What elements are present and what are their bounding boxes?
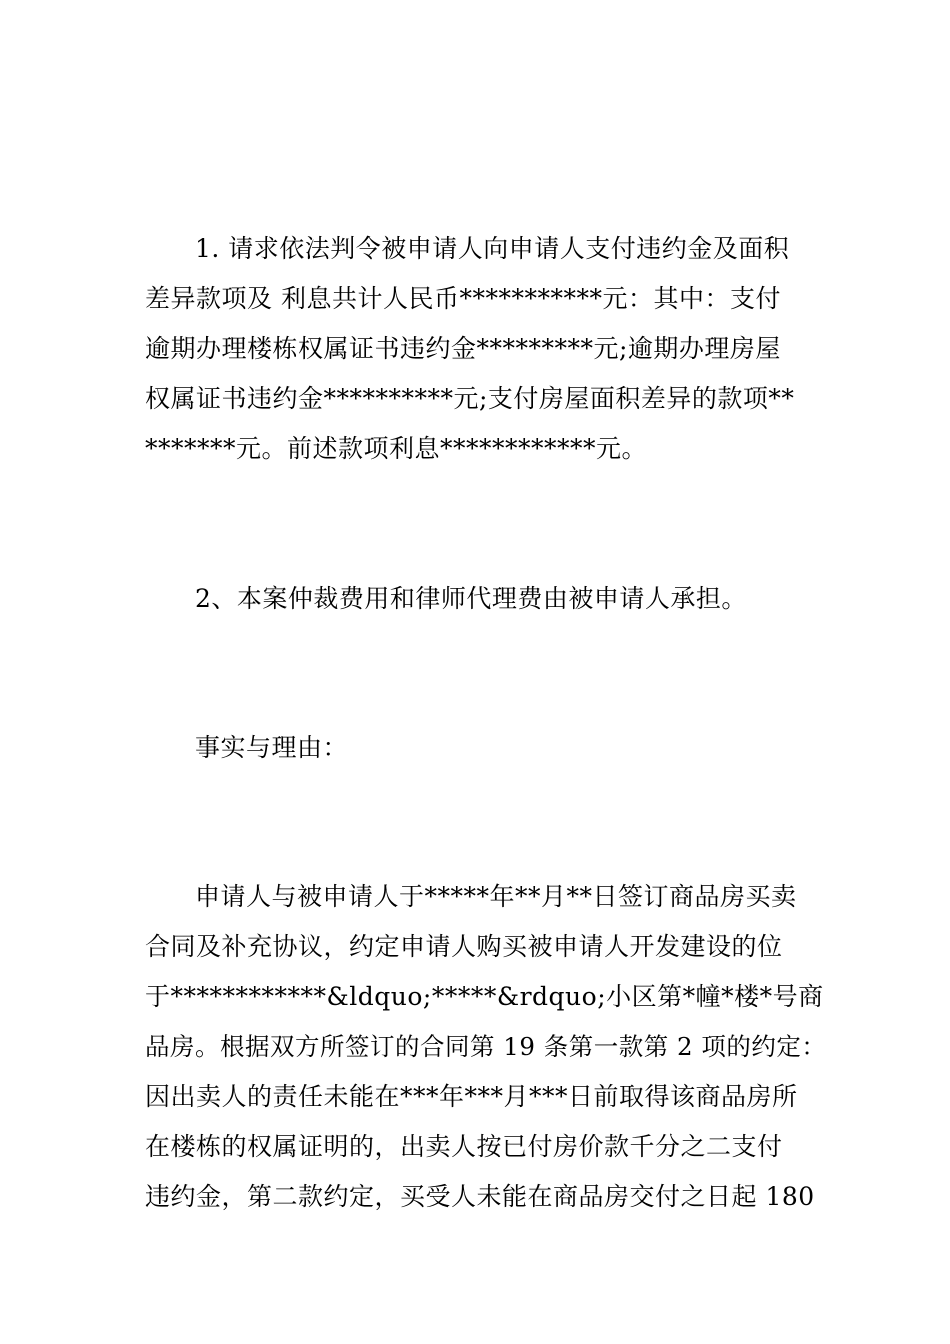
facts-line-4: 品房。根据双方所签订的合同第 19 条第一款第 2 项的约定： (145, 1032, 827, 1061)
facts-line-6: 在楼栋的权属证明的，出卖人按已付房价款千分之二支付 (145, 1132, 783, 1161)
claim-1-line-5: *******元。前述款项利息************元。 (145, 434, 648, 463)
facts-line-3: 于************&ldquo;*****&rdquo;小区第*幢*楼*号商 (145, 982, 824, 1011)
facts-line-1: 申请人与被申请人于*****年**月**日签订商品房买卖 (195, 882, 797, 911)
facts-line-5: 因出卖人的责任未能在***年***月***日前取得该商品房所 (145, 1082, 798, 1111)
facts-line-2: 合同及补充协议，约定申请人购买被申请人开发建设的位 (145, 932, 783, 961)
section-heading-facts: 事实与理由： (195, 733, 349, 762)
claim-1-line-2: 差异款项及 利息共计人民币***********元：其中：支付 (145, 284, 781, 313)
facts-line-7: 违约金，第二款约定，买受人未能在商品房交付之日起 180 (145, 1182, 815, 1211)
claim-2: 2、本案仲裁费用和律师代理费由被申请人承担。 (195, 584, 747, 613)
claim-1-line-3: 逾期办理楼栋权属证书违约金*********元;逾期办理房屋 (145, 334, 781, 363)
claim-1-line-4: 权属证书违约金**********元;支付房屋面积差异的款项** (145, 384, 795, 413)
claim-1-line-1: 1. 请求依法判令被申请人向申请人支付违约金及面积 (195, 234, 790, 263)
